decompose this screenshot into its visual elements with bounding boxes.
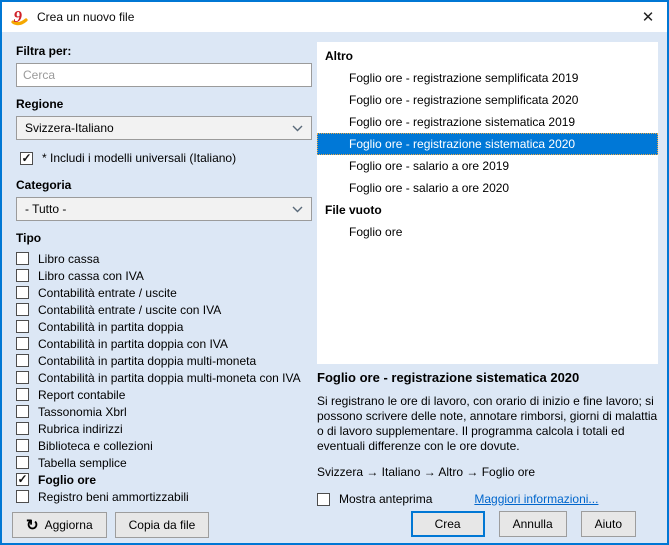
type-checkbox[interactable]	[16, 405, 29, 418]
group-header-file-vuoto: File vuoto	[325, 203, 382, 217]
type-row-label: Report contabile	[38, 387, 126, 402]
filter-panel	[16, 44, 312, 505]
type-row-biblioteca[interactable]	[16, 437, 312, 454]
type-checkbox[interactable]	[16, 337, 29, 350]
category-select[interactable]	[16, 197, 312, 221]
type-row-tassonomia-xbrl[interactable]	[16, 403, 312, 420]
copy-from-file-button[interactable]	[115, 512, 210, 538]
template-detail	[317, 370, 665, 506]
type-row-label: Contabilità entrate / uscite con IVA	[38, 302, 222, 317]
type-row-tabella-semplice[interactable]	[16, 454, 312, 471]
show-preview-label: Mostra anteprima	[339, 492, 433, 506]
type-row-label: Foglio ore	[38, 472, 96, 487]
type-checkbox[interactable]	[16, 303, 29, 316]
title-bar	[2, 2, 667, 32]
refresh-icon: ↻	[26, 516, 39, 534]
type-checkbox[interactable]	[16, 490, 29, 503]
cancel-button-label: Annulla	[512, 517, 553, 531]
svg-text:9: 9	[13, 7, 22, 26]
type-row-label: Tassonomia Xbrl	[38, 404, 127, 419]
template-item[interactable]: Foglio ore	[349, 225, 403, 239]
type-checkbox[interactable]	[16, 439, 29, 452]
type-checkbox[interactable]	[16, 371, 29, 384]
include-universal-checkbox[interactable]: ✓	[21, 150, 32, 165]
type-checkbox[interactable]	[16, 388, 29, 401]
type-row-label: Rubrica indirizzi	[38, 421, 123, 436]
type-row-label: Contabilità in partita doppia multi-moneta	[38, 353, 257, 368]
type-row-rubrica-indirizzi[interactable]	[16, 420, 312, 437]
type-row-label: Contabilità in partita doppia con IVA	[38, 336, 228, 351]
type-row-label: Contabilità in partita doppia multi-moneta con IVA	[38, 370, 301, 385]
type-checkbox[interactable]: ✓	[17, 472, 28, 486]
template-item[interactable]: Foglio ore - salario a ore 2019	[349, 159, 510, 173]
show-preview-checkbox[interactable]	[317, 493, 330, 506]
category-value: - Tutto -	[25, 202, 67, 216]
help-button-label: Aiuto	[594, 517, 622, 531]
create-button[interactable]	[411, 511, 485, 537]
close-icon[interactable]: ✕	[641, 9, 655, 26]
type-row-libro-cassa-iva[interactable]	[16, 267, 312, 284]
type-row-label: Registro beni ammortizzabili	[38, 489, 189, 504]
region-select[interactable]	[16, 116, 312, 140]
filter-label: Filtra per:	[16, 44, 72, 58]
refresh-button[interactable]	[12, 512, 107, 538]
type-row-label: Libro cassa	[38, 251, 100, 266]
template-item-selected[interactable]: Foglio ore - registrazione sistematica 2020	[317, 133, 658, 155]
include-universal-label: * Includi i modelli universali (Italiano)	[42, 151, 237, 165]
type-checkbox[interactable]	[16, 320, 29, 333]
type-label: Tipo	[16, 231, 42, 245]
copy-from-file-label: Copia da file	[128, 518, 196, 532]
type-row-foglio-ore[interactable]	[16, 471, 312, 488]
type-checkbox[interactable]	[16, 422, 29, 435]
template-item[interactable]: Foglio ore - registrazione semplificata 2020	[349, 93, 579, 107]
dialog-title: Crea un nuovo file	[37, 10, 135, 24]
include-universal-checkbox-row[interactable]	[20, 148, 312, 168]
banana-9-logo-icon	[10, 7, 30, 27]
type-row-label: Biblioteca e collezioni	[38, 438, 153, 453]
type-checkbox[interactable]	[16, 252, 29, 265]
type-row-entrate-uscite[interactable]	[16, 284, 312, 301]
create-button-label: Crea	[434, 517, 461, 531]
region-label: Regione	[16, 97, 64, 111]
type-row-entrate-uscite-iva[interactable]	[16, 301, 312, 318]
group-header-altro: Altro	[325, 49, 353, 63]
template-item[interactable]: Foglio ore - salario a ore 2020	[349, 181, 510, 195]
type-row-partita-doppia-iva[interactable]	[16, 335, 312, 352]
type-checkbox[interactable]	[16, 269, 29, 282]
type-row-label: Libro cassa con IVA	[38, 268, 144, 283]
type-row-multi-moneta[interactable]	[16, 352, 312, 369]
type-row-label: Contabilità entrate / uscite	[38, 285, 177, 300]
type-row-report-contabile[interactable]	[16, 386, 312, 403]
template-item[interactable]: Foglio ore - registrazione semplificata 2019	[349, 71, 579, 85]
type-row-registro-beni[interactable]	[16, 488, 312, 505]
template-item[interactable]: Foglio ore - registrazione sistematica 2019	[349, 115, 576, 129]
cancel-button[interactable]	[499, 511, 567, 537]
more-info-link[interactable]: Maggiori informazioni...	[474, 492, 599, 506]
type-checkbox[interactable]	[16, 456, 29, 469]
type-row-label: Contabilità in partita doppia	[38, 319, 184, 334]
chevron-down-icon	[292, 206, 303, 213]
refresh-button-label: Aggiorna	[44, 518, 93, 532]
type-row-multi-moneta-iva[interactable]	[16, 369, 312, 386]
help-button[interactable]	[581, 511, 636, 537]
search-input[interactable]	[16, 63, 312, 87]
left-button-bar	[12, 512, 209, 538]
dialog-button-bar	[411, 511, 636, 537]
category-label: Categoria	[16, 178, 72, 192]
region-value: Svizzera-Italiano	[25, 121, 114, 135]
type-row-partita-doppia[interactable]	[16, 318, 312, 335]
breadcrumb: Svizzera → Italiano → Altro → Foglio ore	[317, 465, 536, 479]
type-row-label: Tabella semplice	[38, 455, 127, 470]
type-row-libro-cassa[interactable]	[16, 250, 312, 267]
type-checkbox[interactable]	[16, 354, 29, 367]
type-checkbox[interactable]	[16, 286, 29, 299]
template-list	[317, 42, 658, 364]
detail-title: Foglio ore - registrazione sistematica 2020	[317, 370, 580, 385]
chevron-down-icon	[292, 125, 303, 132]
detail-description: Si registrano le ore di lavoro, con orario di inizio e fine lavoro; si possono scrivere delle note, annotare rimborsi, giorni di malattia o di lavoro supplementare. Il programma calcola i totali ed eventuali differenze con le ore dovute.	[317, 394, 658, 453]
